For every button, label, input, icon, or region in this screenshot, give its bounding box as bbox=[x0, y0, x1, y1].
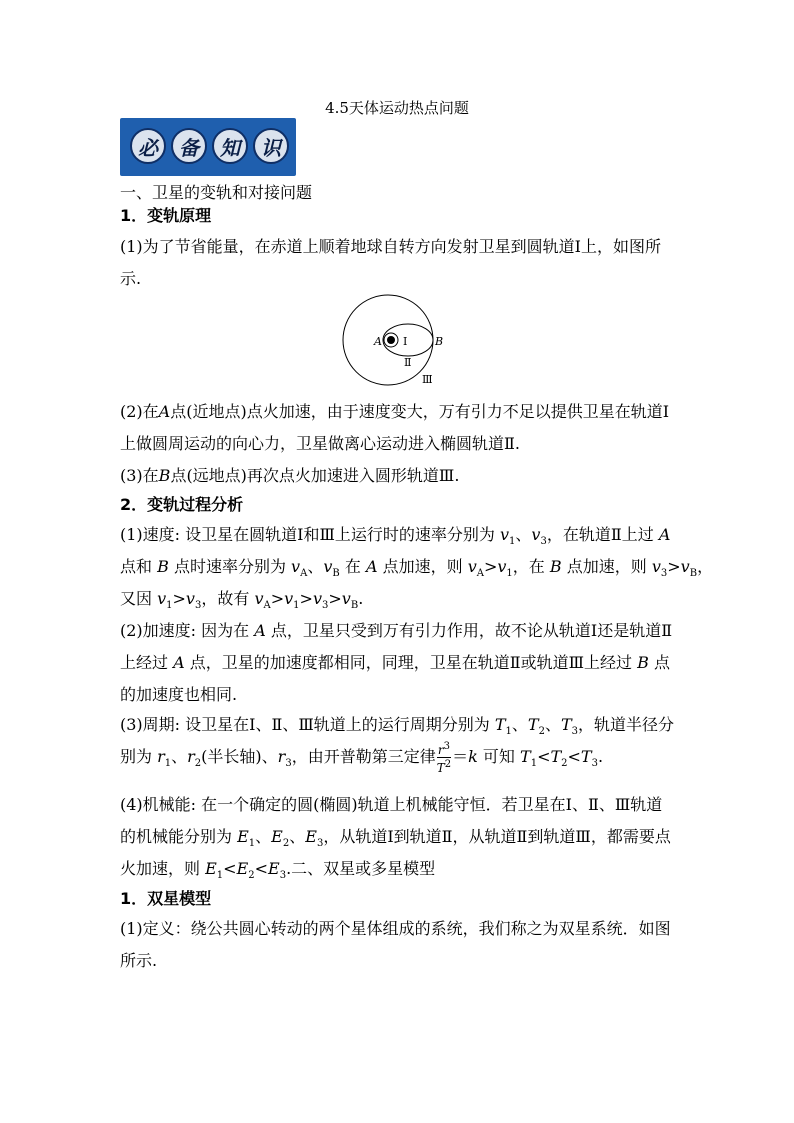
paragraph-4-line-2: 点和 B 点时速率分别为 $v_A$、$v_B$ 在 A 点加速，则 $v_A>v_1$，在 B 点加速，则 $v_3>v_B$， bbox=[120, 557, 714, 580]
banner-char-4: 识 bbox=[253, 128, 289, 164]
label-II: Ⅱ bbox=[404, 356, 412, 369]
paragraph-4-line-3: 又因 $v_1>v_3$，故有 $v_A>v_1>v_3>v_B$. bbox=[120, 589, 364, 612]
knowledge-banner bbox=[120, 118, 296, 176]
label-III: Ⅲ bbox=[422, 373, 433, 386]
paragraph-2-line-1: (2)在A点(近地点)点火加速，由于速度变大，万有引力不足以提供卫星在轨道Ⅰ bbox=[120, 402, 670, 421]
paragraph-7-line-3: 火加速，则 $E_1<E_2<E_3$.二、双星或多星模型 bbox=[120, 859, 436, 882]
paragraph-5-line-1: (2)加速度: 因为在 A 点，卫星只受到万有引力作用，故不论从轨道Ⅰ还是轨道Ⅱ bbox=[120, 621, 673, 640]
paragraph-8-line-1: (1)定义：绕公共圆心转动的两个星体组成的系统，我们称之为双星系统．如图 bbox=[120, 919, 671, 938]
paragraph-5-line-3: 的加速度也相同. bbox=[120, 685, 238, 704]
paragraph-1-line-2: 示. bbox=[120, 269, 142, 288]
paragraph-7-line-2: 的机械能分别为 $E_1$、$E_2$、$E_3$，从轨道Ⅰ到轨道Ⅱ，从轨道Ⅱ到轨道Ⅲ，都需要点 bbox=[120, 827, 671, 850]
paragraph-6-line-2: 别为 $r_1$、$r_2$(半长轴)、$r_3$，由开普勒第三定律 $\frac{r^3}{T^2}$ ＝k 可知 $T_1<T_2<T_3$. bbox=[120, 741, 604, 775]
paragraph-8-line-2: 所示. bbox=[120, 951, 158, 970]
paragraph-2-line-2: 上做圆周运动的向心力，卫星做离心运动进入椭圆轨道Ⅱ. bbox=[120, 434, 520, 453]
kepler-fraction: $\frac{r^3}{T^2}$ bbox=[436, 741, 452, 775]
section-heading-1: 一、卫星的变轨和对接问题 bbox=[120, 183, 313, 202]
banner-char-1: 必 bbox=[130, 128, 166, 164]
subheading-orbit-analysis: 2．变轨过程分析 bbox=[120, 495, 244, 514]
page-title: 4.5天体运动热点问题 bbox=[325, 99, 469, 117]
paragraph-5-line-2: 上经过 A 点，卫星的加速度都相同，同理，卫星在轨道Ⅱ或轨道Ⅲ上经过 B 点 bbox=[120, 653, 670, 672]
paragraph-7-line-1: (4)机械能: 在一个确定的圆(椭圆)轨道上机械能守恒．若卫星在Ⅰ、Ⅱ、Ⅲ轨道 bbox=[120, 795, 663, 814]
banner-char-2: 备 bbox=[171, 128, 207, 164]
banner-char-3: 知 bbox=[212, 128, 248, 164]
label-B: B bbox=[435, 335, 444, 348]
subheading-binary-star: 1．双星模型 bbox=[120, 889, 212, 908]
label-A: A bbox=[374, 335, 382, 348]
label-I: Ⅰ bbox=[403, 335, 408, 348]
earth-dot bbox=[387, 336, 395, 344]
subheading-orbit-principle: 1．变轨原理 bbox=[120, 206, 212, 225]
paragraph-6-line-1: (3)周期: 设卫星在Ⅰ、Ⅱ、Ⅲ轨道上的运行周期分别为 $T_1$、$T_2$、$T_3$，轨道半径分 bbox=[120, 715, 675, 738]
orbit-diagram bbox=[340, 294, 450, 388]
paragraph-3: (3)在B点(远地点)再次点火加速进入圆形轨道Ⅲ. bbox=[120, 466, 460, 485]
paragraph-1-line-1: (1)为了节省能量，在赤道上顺着地球自转方向发射卫星到圆轨道Ⅰ上，如图所 bbox=[120, 237, 661, 256]
paragraph-4-line-1: (1)速度: 设卫星在圆轨道Ⅰ和Ⅲ上运行时的速率分别为 $v_1$、$v_3$，在轨道Ⅱ上过 A bbox=[120, 525, 671, 548]
